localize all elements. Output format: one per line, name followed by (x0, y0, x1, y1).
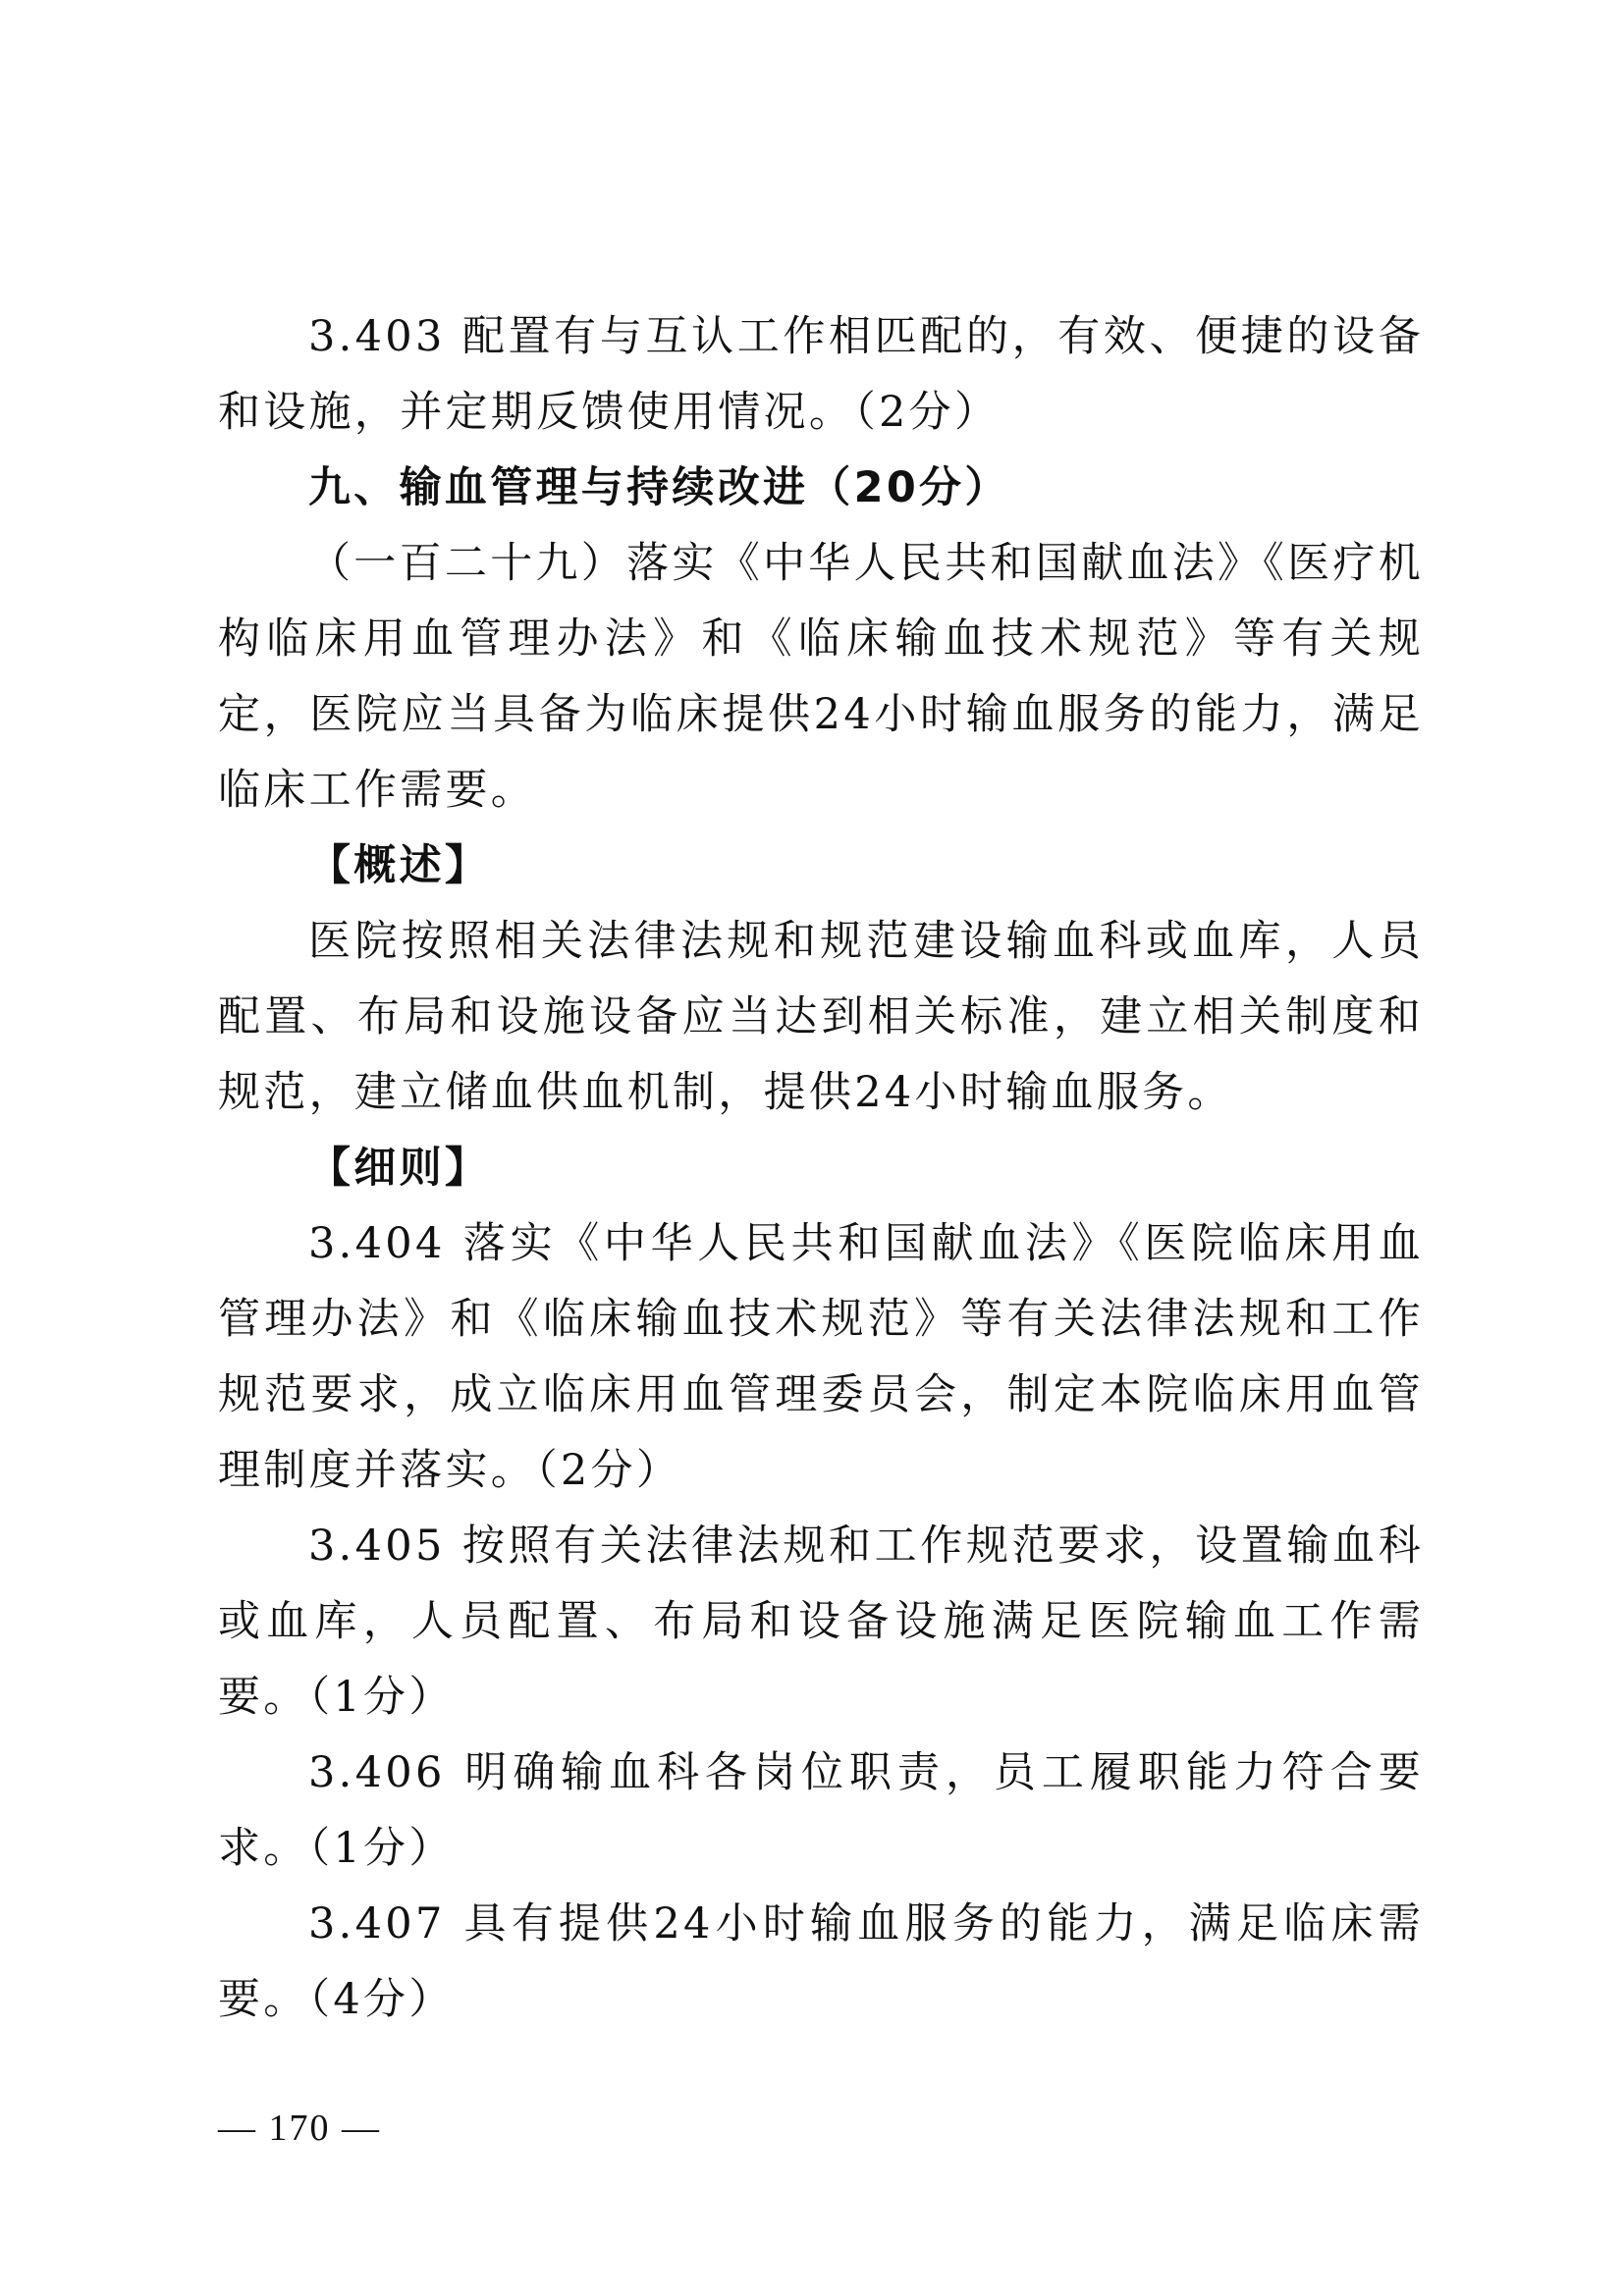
paragraph-3-407: 3.407 具有提供24小时输血服务的能力，满足临床需要。（4分） (218, 1899, 1424, 2024)
page-number: — 170 — (218, 2108, 381, 2149)
section-heading-blood-transfusion: 九、输血管理与持续改进（20分） (308, 463, 1010, 512)
paragraph-3-404: 3.404 落实《中华人民共和国献血法》《医院临床用血管理办法》和《临床输血技术规范》等有关法律法规和工作规范要求，成立临床用血管理委员会，制定本院临床用血管理制度并落实。（2分） (218, 1219, 1424, 1495)
details-heading: 【细则】 (308, 1144, 491, 1193)
paragraph-129: （一百二十九）落实《中华人民共和国献血法》《医疗机构临床用血管理办法》和《临床输血技术规范》等有关规定，医院应当具备为临床提供24小时输血服务的能力，满足临床工作需要。 (218, 539, 1424, 815)
overview-paragraph: 医院按照相关法律法规和规范建设输血科或血库，人员配置、布局和设施设备应当达到相关标准，建立相关制度和规范，建立储血供血机制，提供24小时输血服务。 (218, 917, 1424, 1117)
paragraph-3-406: 3.406 明确输血科各岗位职责，员工履职能力符合要求。（1分） (218, 1748, 1424, 1873)
document-body (218, 299, 1424, 2038)
paragraph-3-405: 3.405 按照有关法律法规和工作规范要求，设置输血科或血库，人员配置、布局和设备设施满足医院输血工作需要。（1分） (218, 1522, 1424, 1722)
paragraph-3-403: 3.403 配置有与互认工作相匹配的，有效、便捷的设备和设施，并定期反馈使用情况。（2分） (218, 312, 1424, 437)
overview-heading: 【概述】 (308, 841, 491, 890)
